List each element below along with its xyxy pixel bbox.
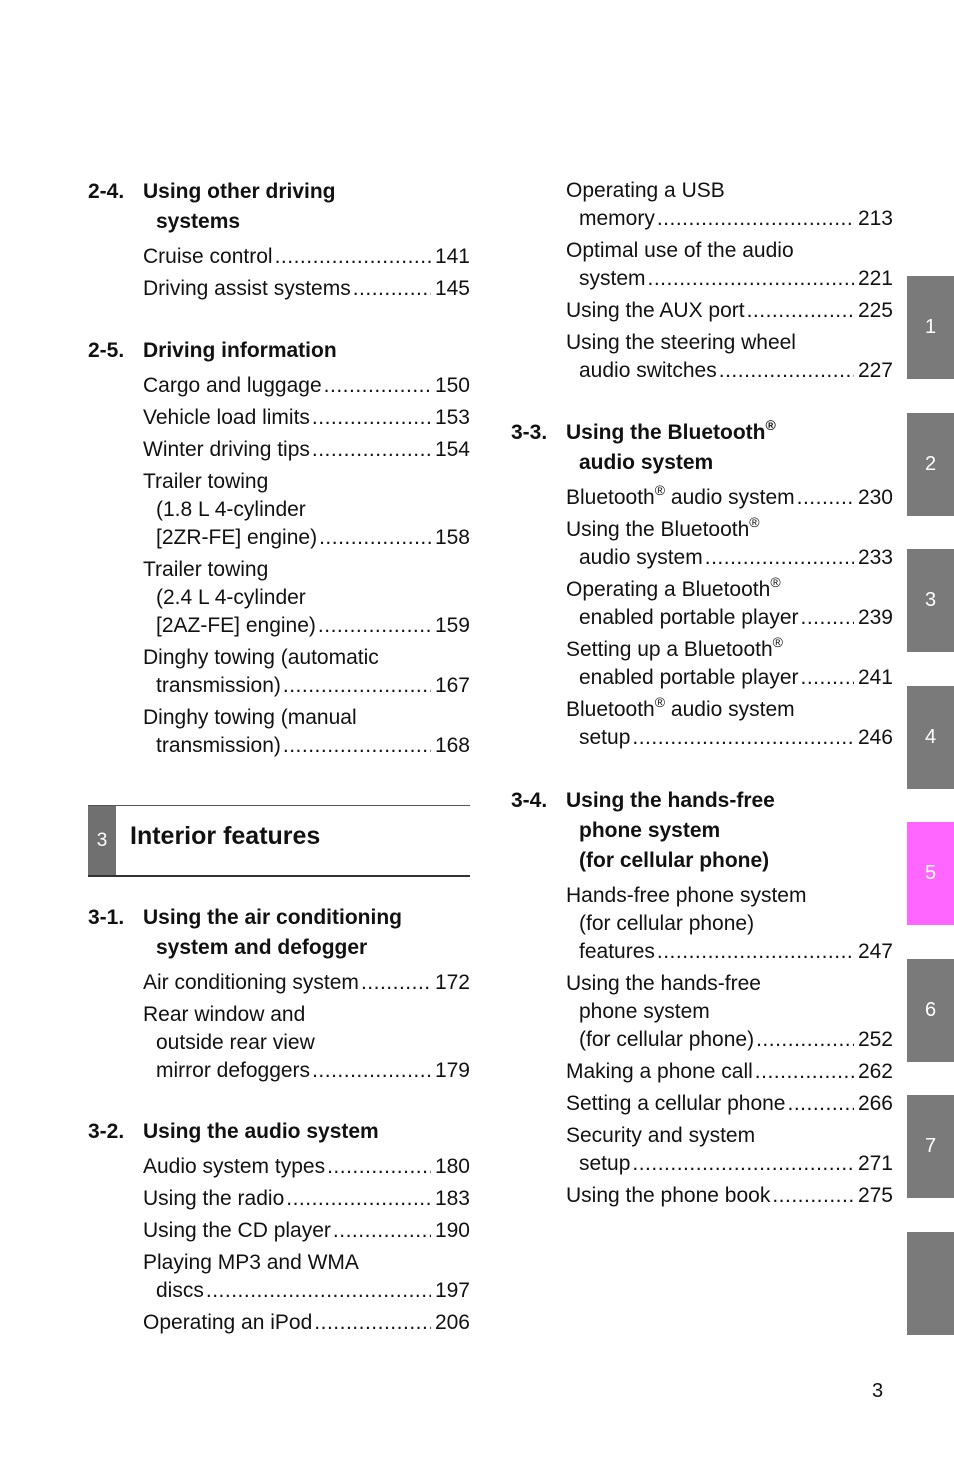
- section-title: Using the air conditioning: [143, 906, 402, 929]
- page-ref: 213: [857, 207, 893, 230]
- toc-entry[interactable]: Trailer towing (1.8 L 4-cylinder [2ZR-FE] engine) ..... 158: [143, 468, 470, 552]
- chapter-tab-4[interactable]: 4: [907, 686, 954, 789]
- toc-entry[interactable]: Trailer towing (2.4 L 4-cylinder [2AZ-FE] engine) ..... 159: [143, 556, 470, 640]
- page-ref: 141: [434, 245, 470, 268]
- section-title-cont: audio system: [579, 451, 714, 474]
- page-ref: 197: [434, 1279, 470, 1302]
- section-number: 2-5.: [88, 339, 125, 362]
- toc-entry[interactable]: Setting a cellular phone ..... 266: [566, 1090, 893, 1118]
- page-ref: 190: [434, 1219, 470, 1242]
- page-ref: 150: [434, 374, 470, 397]
- page-ref: 180: [434, 1155, 470, 1178]
- chapter-header: [88, 805, 470, 877]
- toc-entry[interactable]: Audio system types ..... 180: [143, 1153, 470, 1181]
- chapter-tab-6[interactable]: 6: [907, 959, 954, 1062]
- section-3-3: [511, 418, 893, 752]
- page-ref: 227: [857, 359, 893, 382]
- page-ref: 233: [857, 546, 893, 569]
- chapter-tab-1[interactable]: 1: [907, 276, 954, 379]
- section-number: 3-3.: [511, 421, 548, 444]
- registered-mark: ®: [772, 634, 783, 650]
- toc-entry[interactable]: Hands-free phone system (for cellular phone) features ..... 247: [566, 882, 893, 966]
- registered-mark: ®: [749, 514, 760, 530]
- toc-entry[interactable]: Operating an iPod ..... 206: [143, 1309, 470, 1337]
- toc-entry[interactable]: Using the Bluetooth® audio system ..... 233: [566, 516, 893, 572]
- toc-entry[interactable]: Setting up a Bluetooth® enabled portable player ..... 241: [566, 636, 893, 692]
- toc-entry[interactable]: Cruise control ..... 141: [143, 243, 470, 271]
- section-number: 3-1.: [88, 906, 125, 929]
- section-title: Using the hands-free: [566, 789, 775, 812]
- registered-mark: ®: [654, 482, 666, 498]
- page-ref: 225: [857, 299, 893, 322]
- toc-entry[interactable]: Operating a USB memory ..... 213: [566, 177, 893, 233]
- chapter-tab-3[interactable]: 3: [907, 549, 954, 652]
- section-2-5: [88, 336, 470, 760]
- page-ref: 271: [857, 1152, 893, 1175]
- section-heading: [511, 418, 893, 478]
- toc-entry[interactable]: Using the AUX port ..... 225: [566, 297, 893, 325]
- page-ref: 145: [434, 277, 470, 300]
- section-heading: [88, 336, 470, 366]
- section-title: Driving information: [143, 339, 337, 362]
- page-ref: 239: [857, 606, 893, 629]
- toc-entry[interactable]: Dinghy towing (manual transmission) ..... 168: [143, 704, 470, 760]
- section-title: Using the audio system: [143, 1120, 379, 1143]
- page-ref: 179: [434, 1059, 470, 1082]
- toc-entry[interactable]: Bluetooth® audio system ..... 230: [566, 484, 893, 512]
- section-3-2: [88, 1117, 470, 1337]
- section-3-4: [511, 786, 893, 1210]
- section-title-cont: system and defogger: [156, 936, 368, 959]
- page-number: 3: [872, 1380, 884, 1402]
- toc-entry[interactable]: Cargo and luggage ..... 150: [143, 372, 470, 400]
- page-ref: 167: [434, 674, 470, 697]
- toc-entry[interactable]: Air conditioning system ..... 172: [143, 969, 470, 997]
- page-ref: 221: [857, 267, 893, 290]
- page-ref: 247: [857, 940, 893, 963]
- section-3-2-continued: [511, 177, 893, 385]
- registered-mark: ®: [770, 574, 781, 590]
- section-number: 2-4.: [88, 180, 125, 203]
- toc-entry[interactable]: Using the phone book ..... 275: [566, 1182, 893, 1210]
- page-ref: 252: [857, 1028, 893, 1051]
- page-ref: 158: [434, 526, 470, 549]
- chapter-tab-index[interactable]: [907, 1232, 954, 1335]
- section-title-cont: (for cellular phone): [579, 849, 770, 872]
- toc-entry[interactable]: Winter driving tips ..... 154: [143, 436, 470, 464]
- chapter-title: Interior features: [130, 822, 321, 850]
- section-heading: [88, 177, 470, 237]
- registered-mark: ®: [654, 694, 666, 710]
- toc-entry[interactable]: Dinghy towing (automatic transmission) ..... 167: [143, 644, 470, 700]
- page-ref: 275: [857, 1184, 893, 1207]
- section-heading: [511, 786, 893, 876]
- registered-mark: ®: [765, 417, 776, 433]
- page-ref: 246: [857, 726, 893, 749]
- page-ref: 230: [857, 486, 893, 509]
- toc-entry[interactable]: Rear window and outside rear view mirror defoggers ..... 179: [143, 1001, 470, 1085]
- page-ref: 241: [857, 666, 893, 689]
- page-ref: 153: [434, 406, 470, 429]
- chapter-tab-5[interactable]: 5: [907, 822, 954, 925]
- page-ref: 266: [857, 1092, 893, 1115]
- section-title: Using the Bluetooth: [566, 421, 766, 444]
- chapter-tab-7[interactable]: 7: [907, 1095, 954, 1198]
- chapter-tab-2[interactable]: 2: [907, 413, 954, 516]
- toc-entry[interactable]: Using the hands-free phone system (for cellular phone) ..... 252: [566, 970, 893, 1054]
- toc-entry[interactable]: Playing MP3 and WMA discs ..... 197: [143, 1249, 470, 1305]
- toc-entry[interactable]: Operating a Bluetooth® enabled portable player ..... 239: [566, 576, 893, 632]
- chapter-number: 3: [88, 806, 116, 875]
- toc-entry[interactable]: Security and system setup ..... 271: [566, 1122, 893, 1178]
- section-heading: [88, 1117, 470, 1147]
- section-number: 3-2.: [88, 1120, 125, 1143]
- toc-entry[interactable]: Using the radio ..... 183: [143, 1185, 470, 1213]
- section-title-cont: systems: [156, 210, 241, 233]
- toc-entry[interactable]: Vehicle load limits ..... 153: [143, 404, 470, 432]
- page-ref: 262: [857, 1060, 893, 1083]
- page-ref: 159: [434, 614, 470, 637]
- toc-entry[interactable]: Making a phone call ..... 262: [566, 1058, 893, 1086]
- section-title-cont: phone system: [579, 819, 721, 842]
- page-ref: 154: [434, 438, 470, 461]
- page-ref: 183: [434, 1187, 470, 1210]
- section-title: Using other driving: [143, 180, 336, 203]
- section-number: 3-4.: [511, 789, 548, 812]
- section-heading: [88, 903, 470, 963]
- toc-entry[interactable]: Driving assist systems ..... 145: [143, 275, 470, 303]
- page-ref: 206: [434, 1311, 470, 1334]
- page-ref: 168: [434, 734, 470, 757]
- section-3-1: [88, 903, 470, 1085]
- toc-entry[interactable]: Using the steering wheel audio switches ..... 227: [566, 329, 893, 385]
- toc-entry[interactable]: Optimal use of the audio system ..... 221: [566, 237, 893, 293]
- section-2-4: [88, 177, 470, 303]
- toc-entry[interactable]: Using the CD player ..... 190: [143, 1217, 470, 1245]
- page-ref: 172: [434, 971, 470, 994]
- toc-entry[interactable]: Bluetooth® audio system setup ..... 246: [566, 696, 893, 752]
